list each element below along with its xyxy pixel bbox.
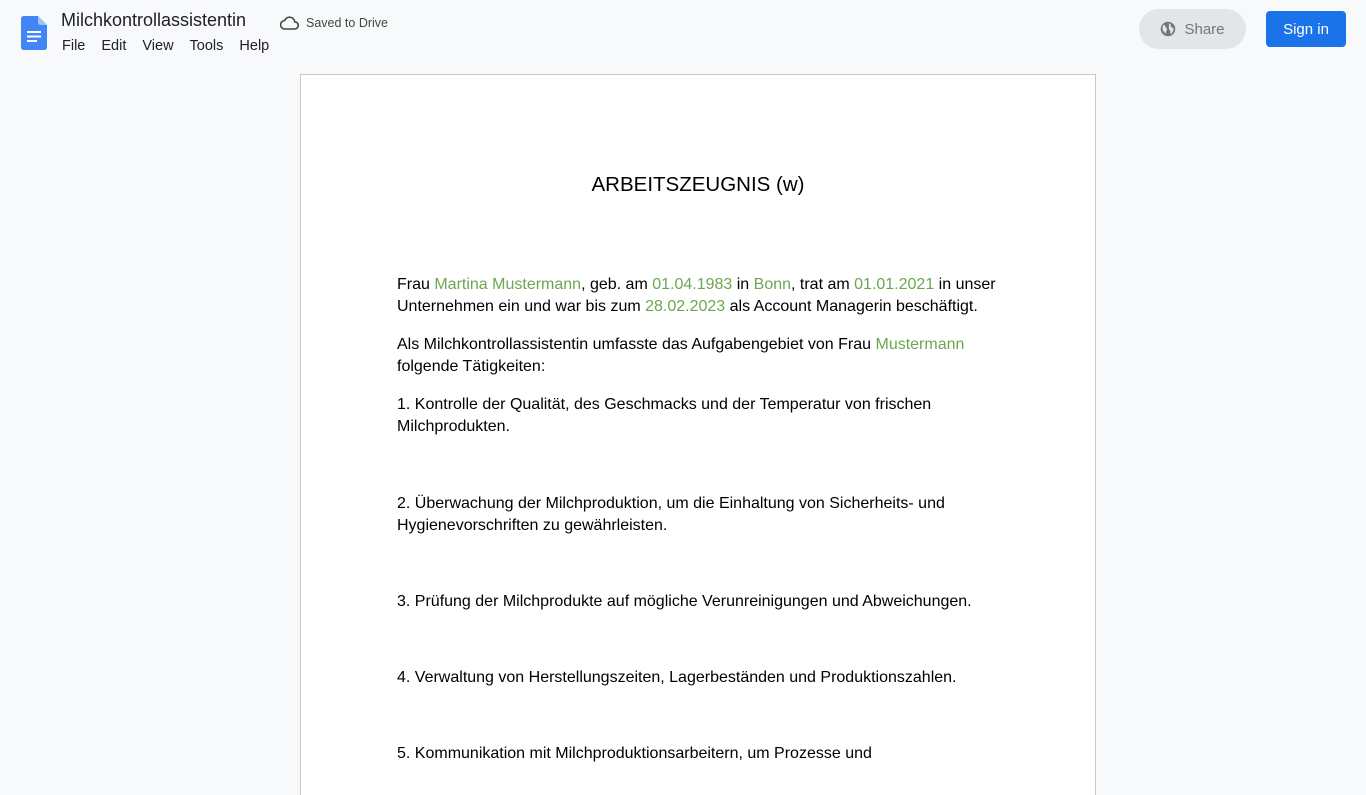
birth-date: 01.04.1983	[652, 276, 733, 293]
duties-intro-paragraph	[397, 334, 1007, 378]
google-docs-icon[interactable]	[21, 16, 47, 50]
menu-file[interactable]: File	[62, 38, 86, 54]
menu-edit[interactable]: Edit	[101, 38, 127, 54]
menu-bar	[54, 36, 277, 56]
share-button[interactable]	[1139, 9, 1246, 49]
duties-intro-text: folgende Tätigkeiten:	[397, 358, 546, 375]
intro-text: als Account Managerin beschäftigt.	[725, 298, 978, 315]
document-title[interactable]: Milchkontrollassistentin	[61, 10, 247, 30]
intro-paragraph	[397, 274, 1007, 318]
menu-help[interactable]: Help	[239, 38, 270, 54]
birth-place: Bonn	[753, 276, 792, 293]
employee-name: Martina Mustermann	[434, 276, 582, 293]
save-status-label: Saved to Drive	[306, 16, 388, 30]
menu-view[interactable]: View	[142, 38, 174, 54]
document-page[interactable]	[300, 74, 1096, 795]
intro-text: in	[732, 276, 754, 293]
save-status[interactable]	[280, 13, 388, 33]
duties-intro-text: Als Milchkontrollassistentin umfasste das Aufgabengebiet von Frau	[397, 336, 876, 353]
duty-item-5: 5. Kommunikation mit Milchproduktionsarbeitern, um Prozesse und	[397, 745, 872, 762]
intro-text: Frau	[397, 276, 435, 293]
globe-icon	[1160, 21, 1176, 37]
menu-tools[interactable]: Tools	[189, 38, 224, 54]
sign-in-button[interactable]: Sign in	[1266, 11, 1346, 47]
employee-last-name: Mustermann	[875, 336, 965, 353]
duty-item-4: 4. Verwaltung von Herstellungszeiten, Lagerbeständen und Produktionszahlen.	[397, 669, 957, 686]
duty-item-3: 3. Prüfung der Milchprodukte auf mögliche Verunreinigungen und Abweichungen.	[397, 593, 972, 610]
intro-text: in unser Unternehmen ein und war bis zum	[397, 276, 996, 315]
intro-text: , geb. am	[581, 276, 653, 293]
share-label: Share	[1184, 20, 1225, 38]
document-heading: ARBEITSZEUGNIS (w)	[591, 173, 805, 196]
duty-item-2: 2. Überwachung der Milchproduktion, um die Einhaltung von Sicherheits- und Hygienevorschriften zu gewährleisten.	[397, 495, 945, 534]
top-bar	[0, 0, 1366, 64]
end-date: 28.02.2023	[645, 298, 726, 315]
start-date: 01.01.2021	[854, 276, 935, 293]
cloud-done-icon	[280, 16, 299, 30]
duty-item-1: 1. Kontrolle der Qualität, des Geschmacks und der Temperatur von frischen Milchprodukten.	[397, 396, 932, 435]
intro-text: , trat am	[791, 276, 855, 293]
